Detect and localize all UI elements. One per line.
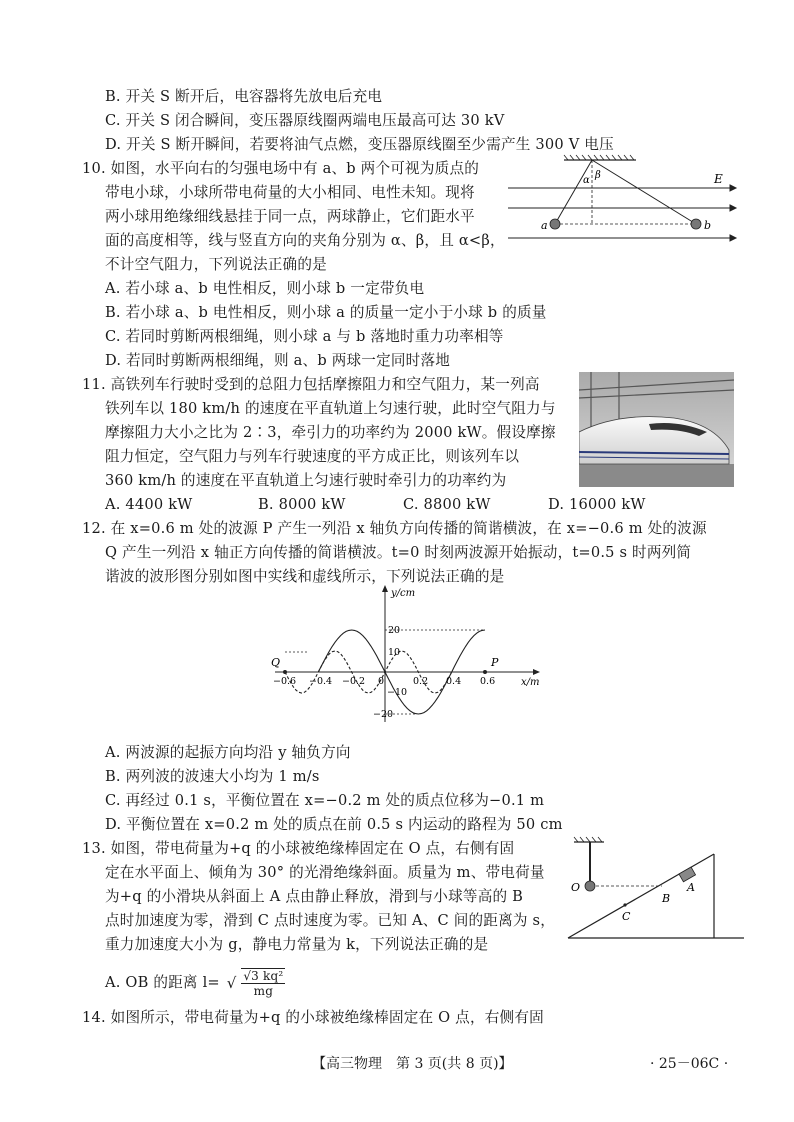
y-tick-20: 20 <box>388 625 401 636</box>
label-b: b <box>704 219 712 232</box>
q10-figure <box>508 150 744 250</box>
q9-option-c: C. 开关 S 闭合瞬间，变压器原线圈两端电压最高可达 30 kV <box>105 112 505 129</box>
x-tick-04: 0.4 <box>446 676 462 687</box>
x-tick-02: 0.2 <box>413 676 429 687</box>
y-tick-neg10: −10 <box>387 687 408 698</box>
q9-option-b: B. 开关 S 断开后，电容器将先放电后充电 <box>105 88 383 105</box>
q10-stem-4: 面的高度相等，线与竖直方向的夹角分别为 α、β，且 α<β， <box>105 232 505 249</box>
x-tick-0: 0 <box>378 676 385 687</box>
x-tick-neg06: −0.6 <box>273 676 297 687</box>
q11-stem-4: 阻力恒定，空气阻力与列车行驶速度的平方成正比，则该列车以 <box>105 448 520 465</box>
q13-option-a: A. OB 的距离 l= √ $\frac{\text{√3 kq²}}{mg}$ <box>105 969 284 998</box>
q13-stem-4: 点时加速度为零，滑到 C 点时速度为零。已知 A、C 间的距离为 s， <box>105 912 555 929</box>
point-q <box>283 670 287 674</box>
wave-chart <box>265 584 555 724</box>
q10-stem-2: 带电小球，小球所带电荷量的大小相同、电性未知。现将 <box>105 184 475 201</box>
angle-alpha: α <box>583 175 590 186</box>
q10-stem-1: 10. 如图，水平向右的匀强电场中有 a、b 两个可视为质点的 <box>82 160 480 177</box>
y-tick-10: 10 <box>388 647 401 658</box>
x-axis-label: x/m <box>521 677 540 688</box>
q12-option-b: B. 两列波的波速大小均为 1 m/s <box>105 768 320 785</box>
x-tick-neg04: −0.4 <box>309 676 333 687</box>
field-label-e: E <box>714 172 723 186</box>
angle-beta: β <box>595 170 601 181</box>
q13-option-a-label: A. OB 的距离 l= <box>105 974 220 991</box>
q11-stem-2: 铁列车以 180 km/h 的速度在平直轨道上匀速行驶，此时空气阻力与 <box>105 400 556 417</box>
q13-fraction-numerator: √3 kq² <box>243 969 284 983</box>
q12-stem-3: 谐波的波形图分别如图中实线和虚线所示，下列说法正确的是 <box>105 568 505 585</box>
q9-option-d: D. 开关 S 断开瞬间，若要将油气点燃，变压器原线圈至少需产生 300 V 电压 <box>105 136 614 153</box>
q10-stem-3: 两小球用绝缘细线悬挂于同一点，两球静止，它们距水平 <box>105 208 475 225</box>
q11-stem-3: 摩擦阻力大小之比为 2∶3，牵引力的功率约为 2000 kW。假设摩擦 <box>105 424 556 441</box>
q12-option-d: D. 平衡位置在 x=0.2 m 处的质点在前 0.5 s 内运动的路程为 50 cm <box>105 816 563 833</box>
q11-option-c: C. 8800 kW <box>403 496 491 513</box>
q10-option-d: D. 若同时剪断两根细绳，则 a、b 两球一定同时落地 <box>105 352 451 369</box>
q12-stem-1: 12. 在 x=0.6 m 处的波源 P 产生一列沿 x 轴负方向传播的简谐横波，在 x=−0.6 m 处的波源 <box>82 520 707 537</box>
y-axis-label: y/cm <box>391 588 416 599</box>
q13-fraction-denominator: mg <box>253 984 274 998</box>
ball-a <box>550 219 560 229</box>
q10-option-a: A. 若小球 a、b 电性相反，则小球 b 一定带负电 <box>105 280 425 297</box>
q12-option-c: C. 再经过 0.1 s，平衡位置在 x=−0.2 m 处的质点位移为−0.1 m <box>105 792 545 809</box>
q13-figure <box>562 834 748 946</box>
ball-b <box>691 219 701 229</box>
x-tick-06: 0.6 <box>480 676 496 687</box>
q10-stem-5: 不计空气阻力，下列说法正确的是 <box>105 256 327 273</box>
ball-o <box>585 881 595 891</box>
page-footer: 【高三物理 第 3 页(共 8 页)】 <box>312 1056 513 1072</box>
q14-stem-1: 14. 如图所示，带电荷量为+q 的小球被绝缘棒固定在 O 点，右侧有固 <box>82 1009 544 1026</box>
q11-option-b: B. 8000 kW <box>258 496 346 513</box>
q13-stem-5: 重力加速度大小为 g，静电力常量为 k，下列说法正确的是 <box>105 936 489 953</box>
exam-code: · 25－06C · <box>650 1056 729 1072</box>
x-tick-neg02: −0.2 <box>342 676 366 687</box>
label-a-point: A <box>687 881 695 894</box>
q11-stem-1: 11. 高铁列车行驶时受到的总阻力包括摩擦阻力和空气阻力，某一列高 <box>82 376 540 393</box>
q10-option-c: C. 若同时剪断两根细绳，则小球 a 与 b 落地时重力功率相等 <box>105 328 504 345</box>
label-c-point: C <box>622 910 631 923</box>
q11-option-a: A. 4400 kW <box>105 496 193 513</box>
label-b-point: B <box>662 892 671 905</box>
point-p <box>483 670 487 674</box>
label-a: a <box>541 219 548 232</box>
label-o: O <box>571 881 581 894</box>
q11-option-d: D. 16000 kW <box>548 496 646 513</box>
q12-stem-2: Q 产生一列沿 x 轴正方向传播的简谐横波。t=0 时刻两波源开始振动，t=0.5 s 时两列简 <box>105 544 692 561</box>
q13-stem-3: 为+q 的小滑块从斜面上 A 点由静止释放，滑到与小球等高的 B <box>105 888 524 905</box>
train-photo <box>579 372 734 487</box>
q11-stem-5: 360 km/h 的速度在平直轨道上匀速行驶时牵引力的功率约为 <box>105 472 507 489</box>
slider-block <box>679 867 696 882</box>
point-c <box>623 903 626 906</box>
q12-option-a: A. 两波源的起振方向均沿 y 轴负方向 <box>105 744 351 761</box>
label-p: P <box>491 656 499 669</box>
label-q: Q <box>271 656 281 669</box>
q13-stem-1: 13. 如图，带电荷量为+q 的小球被绝缘棒固定在 O 点，右侧有固 <box>82 840 515 857</box>
y-tick-neg20: −20 <box>373 709 394 720</box>
q10-option-b: B. 若小球 a、b 电性相反，则小球 a 的质量一定小于小球 b 的质量 <box>105 304 547 321</box>
q13-stem-2: 定在水平面上、倾角为 30° 的光滑绝缘斜面。质量为 m、带电荷量 <box>105 864 545 881</box>
